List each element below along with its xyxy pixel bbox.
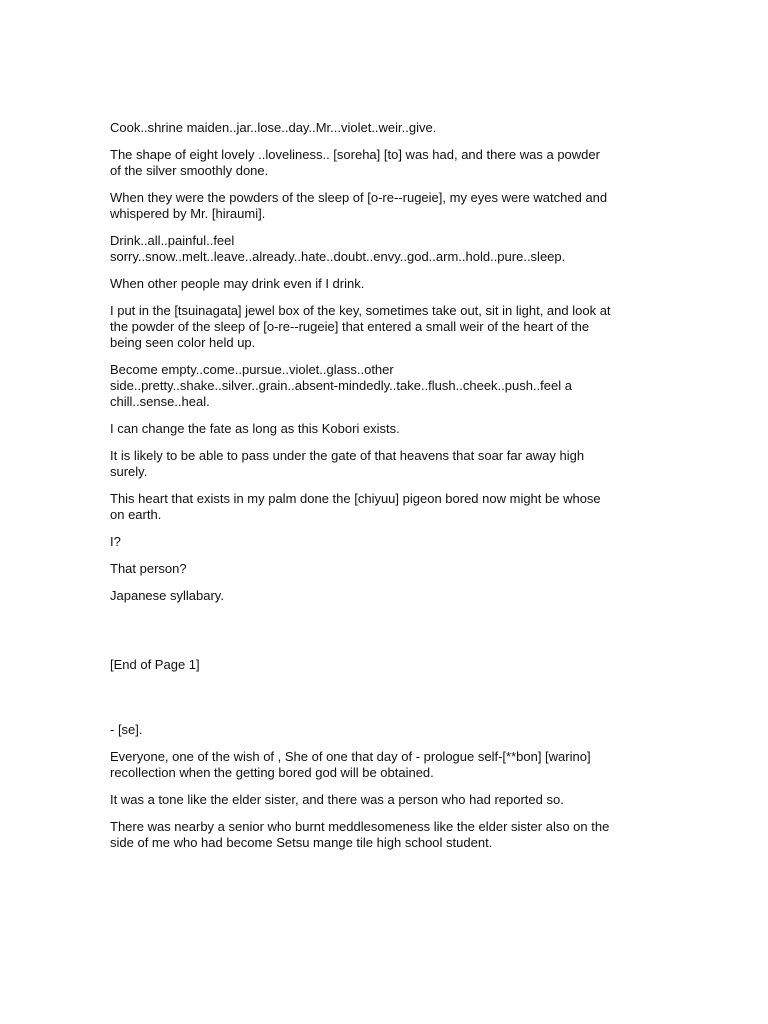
spacer	[110, 684, 662, 722]
paragraph: It was a tone like the elder sister, and there was a person who had reported so.	[110, 792, 564, 807]
spacer	[110, 615, 662, 657]
paragraph: Everyone, one of the wish of , She of one that day of - prologue self-[**bon] [warino] recollection when the getting bored god will be obtained.	[110, 749, 591, 780]
paragraph: That person?	[110, 561, 187, 576]
paragraph: Become empty..come..pursue..violet..glass..other side..pretty..shake..silver..grain..absent-mindedly..take..flush..cheek..push..feel a chill..sense..heal.	[110, 362, 572, 409]
paragraph: When other people may drink even if I drink.	[110, 276, 365, 291]
paragraph: It is likely to be able to pass under the gate of that heavens that soar far away high surely.	[110, 448, 585, 479]
paragraph: - [se].	[110, 722, 143, 737]
paragraph: Japanese syllabary.	[110, 588, 224, 603]
paragraph: This heart that exists in my palm done the [chiyuu] pigeon bored now might be whose on earth.	[110, 491, 601, 522]
document-body	[110, 120, 662, 862]
paragraph: I can change the fate as long as this Kobori exists.	[110, 421, 400, 436]
paragraph: The shape of eight lovely ..loveliness.. [soreha] [to] was had, and there was a powder of the silver smoothly done.	[110, 147, 600, 178]
paragraph: I put in the [tsuinagata] jewel box of the key, sometimes take out, sit in light, and look at the powder of the sleep of [o-re--rugeie] that entered a small weir of the heart of the being seen color held up.	[110, 303, 611, 350]
paragraph: Drink..all..painful..feel sorry..snow..melt..leave..already..hate..doubt..envy..god..arm..hold..pure..sleep.	[110, 233, 566, 264]
paragraph: Cook..shrine maiden..jar..lose..day..Mr...violet..weir..give.	[110, 120, 437, 135]
paragraph: When they were the powders of the sleep of [o-re--rugeie], my eyes were watched and whispered by Mr. [hiraumi].	[110, 190, 608, 221]
paragraph: There was nearby a senior who burnt meddlesomeness like the elder sister also on the side of me who had become Setsu mange tile high school student.	[110, 819, 610, 850]
paragraph: I?	[110, 534, 121, 549]
page-end-marker: [End of Page 1]	[110, 657, 200, 672]
